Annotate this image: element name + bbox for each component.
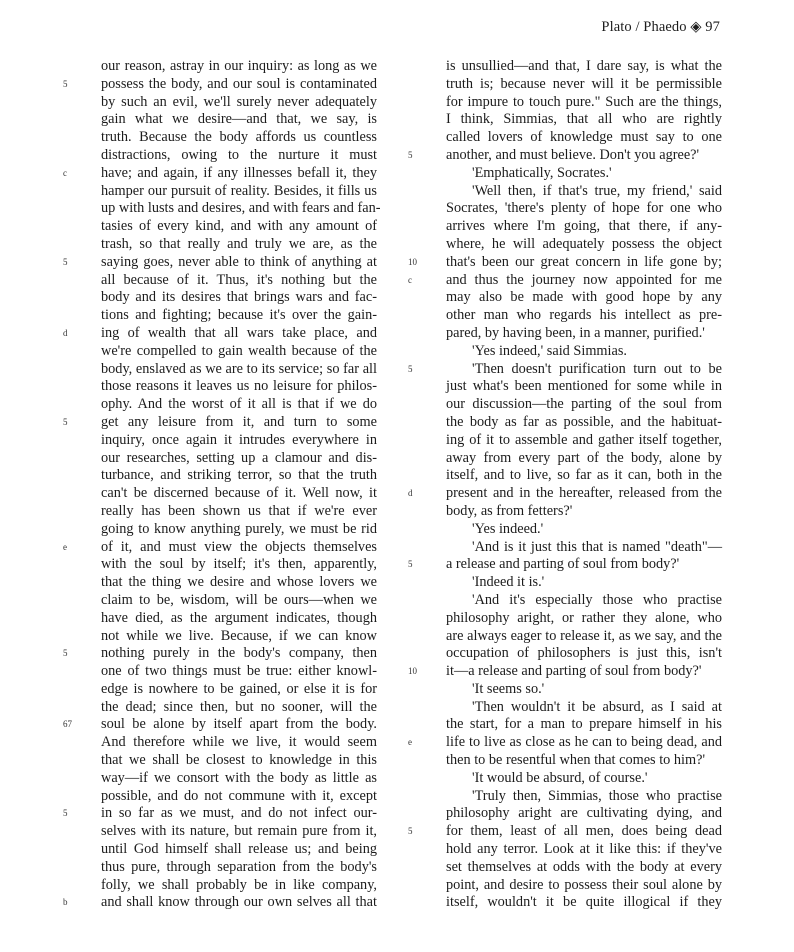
- line-text: occupation of philosophers is just this, isn't: [446, 645, 722, 662]
- text-line: [446, 805, 722, 823]
- text-line: [446, 450, 722, 468]
- margin-line-number: d: [63, 327, 68, 338]
- margin-line-number: 5: [408, 559, 413, 570]
- line-text: going to know anything purely, we must be rid: [101, 520, 377, 537]
- text-line: [101, 289, 377, 307]
- line-text: a release and parting of soul from body?': [446, 556, 680, 573]
- text-line: [101, 307, 377, 325]
- text-line: [101, 378, 377, 396]
- line-text: inquiry, once again it intrudes everywhere in: [101, 431, 377, 448]
- margin-line-number: 10: [408, 666, 417, 677]
- text-line: [101, 574, 377, 592]
- line-text: saying goes, never able to think of anything at: [101, 253, 377, 270]
- line-text: by such an evil, we'll surely never adequately: [101, 93, 377, 110]
- line-text: 'Then wouldn't it be absurd, as I said at: [472, 698, 722, 715]
- line-text: gain what we desire—and that, we say, is: [101, 111, 377, 128]
- line-text: philosophy aright are cultivating dying, and: [446, 805, 722, 822]
- line-text: one of two things must be true: either knowl-: [101, 663, 377, 680]
- line-text: present and in the hereafter, released from the: [446, 485, 722, 502]
- line-text: nothing purely in the body's company, then: [101, 645, 377, 662]
- line-text: that the thing we desire and whose lovers we: [101, 574, 377, 591]
- text-line: [63, 538, 377, 557]
- line-text: thus pure, through separation from the body's: [101, 858, 377, 875]
- margin-line-number: e: [63, 541, 67, 552]
- text-line: [446, 859, 722, 877]
- line-text: where, he will adequately possess the object: [446, 235, 722, 252]
- line-text: have died, as the argument indicates, though: [101, 609, 377, 626]
- margin-line-number: 5: [408, 826, 413, 837]
- line-text: may also be made with good hope by any: [446, 289, 722, 306]
- line-text: 'Then doesn't purification turn out to be: [472, 360, 722, 377]
- text-line: [101, 361, 377, 379]
- line-text: have; and again, if any illnesses befall it, they: [101, 164, 377, 181]
- line-text: trash, so that really and truly we are, as the: [101, 235, 377, 252]
- line-text: way—if we consort with the body as little as: [101, 769, 377, 786]
- line-text: 'Indeed it is.': [472, 574, 545, 591]
- text-line: [101, 272, 377, 290]
- line-text: another, and must believe. Don't you agree?': [446, 146, 700, 163]
- text-line: [101, 58, 377, 76]
- text-line: [408, 271, 722, 290]
- text-line: [63, 716, 377, 734]
- text-line: [446, 236, 722, 254]
- line-text: get any leisure from it, and turn to some: [101, 413, 377, 430]
- line-text: pared, by having been, in a manner, purified.': [446, 324, 705, 341]
- line-text: other man who regards his intellect as pre-: [446, 307, 722, 324]
- text-line: [101, 218, 377, 236]
- text-line: [408, 823, 722, 841]
- text-line: [446, 539, 722, 557]
- line-text: can't be discerned because of it. Well now, it: [101, 485, 377, 502]
- text-line: [446, 574, 722, 592]
- line-text: I think, Simmias, that all who are rightly: [446, 111, 722, 128]
- text-line: [446, 325, 722, 343]
- line-text: that we shall be closest to knowledge in this: [101, 752, 377, 769]
- line-text: ophy. And the worst of it all is that if we do: [101, 396, 377, 413]
- text-line: [446, 414, 722, 432]
- line-text: away from every part of the body, alone by: [446, 449, 722, 466]
- text-line: [446, 165, 722, 183]
- line-text: our discussion—the parting of the soul from: [446, 396, 722, 413]
- line-text: truth. Because the body affords us countless: [101, 129, 377, 146]
- line-text: the dead; since then, but no sooner, will the: [101, 698, 377, 715]
- line-text: and thus the journey now appointed for me: [446, 271, 722, 288]
- text-line: [101, 859, 377, 877]
- text-line: [446, 841, 722, 859]
- text-line: [408, 485, 722, 503]
- text-line: [446, 467, 722, 485]
- line-text: tasies of every kind, and with any amount of: [101, 218, 377, 235]
- text-line: [63, 75, 377, 94]
- text-line: [101, 129, 377, 147]
- text-line: [101, 610, 377, 628]
- line-text: for them, least of all men, does being dead: [446, 823, 722, 840]
- text-line: [408, 360, 722, 379]
- text-line: [101, 94, 377, 112]
- left-text-column: [63, 58, 381, 912]
- line-text: turbance, and striking terror, so that the truth: [101, 467, 377, 484]
- text-line: [101, 485, 377, 503]
- line-text: tions and fighting; because it's over the gain-: [101, 307, 377, 324]
- text-line: [101, 592, 377, 610]
- line-text: itself, wouldn't it be quite illogical if they: [446, 894, 722, 911]
- text-line: [446, 218, 722, 236]
- text-line: [408, 556, 722, 574]
- line-text: body, enslaved as we are to its service; so far all: [101, 360, 377, 377]
- line-text: just what's been mentioned for some while in: [446, 378, 722, 395]
- line-text: selves with its nature, but remain pure from it,: [101, 823, 377, 840]
- text-line: [446, 752, 722, 770]
- text-line: [408, 734, 722, 752]
- line-text: folly, we shall probably be in like company,: [101, 876, 377, 893]
- text-line: [446, 894, 722, 912]
- text-line: [408, 146, 722, 165]
- text-line: [446, 200, 722, 218]
- margin-line-number: 5: [408, 149, 413, 160]
- line-text: until God himself shall release us; and being: [101, 841, 377, 858]
- line-text: 'And it's especially those who practise: [472, 591, 722, 608]
- margin-line-number: 5: [408, 363, 413, 374]
- text-line: [446, 716, 722, 734]
- text-line: [446, 645, 722, 663]
- margin-line-number: 5: [63, 78, 68, 89]
- text-line: [101, 521, 377, 539]
- text-line: [101, 432, 377, 450]
- text-line: [446, 111, 722, 129]
- text-line: [101, 841, 377, 859]
- line-text: life to live as close as he can to being dead, and: [446, 734, 722, 751]
- text-line: [408, 253, 722, 272]
- line-text: really has been shown us that if we're ever: [101, 502, 377, 519]
- text-line: [446, 699, 722, 717]
- line-text: edge is nowhere to be gained, or else it is for: [101, 680, 377, 697]
- line-text: body and its desires that brings wars and fac-: [101, 289, 377, 306]
- line-text: then to be resentful when that comes to him?': [446, 752, 706, 769]
- text-line: [101, 699, 377, 717]
- text-line: [101, 556, 377, 574]
- text-line: [446, 396, 722, 414]
- text-line: [446, 343, 722, 361]
- text-line: [101, 183, 377, 201]
- line-text: the start, for a man to prepare himself in his: [446, 716, 722, 733]
- text-line: [63, 164, 377, 183]
- margin-line-number: 5: [63, 256, 68, 267]
- line-text: 'Yes indeed.': [472, 520, 544, 537]
- text-line: [446, 378, 722, 396]
- line-text: all because of it. Thus, it's nothing but the: [101, 271, 377, 288]
- line-text: hold any terror. Look at it like this: if they've: [446, 841, 722, 858]
- text-line: [101, 236, 377, 254]
- right-text-column: [408, 58, 722, 912]
- line-text: called lovers of knowledge must say to one: [446, 129, 722, 146]
- text-line: [446, 681, 722, 699]
- line-text: with the soul by itself; it's then, apparently,: [101, 556, 377, 573]
- line-text: of it, and must view the objects themselves: [101, 538, 377, 555]
- text-line: [446, 521, 722, 539]
- line-text: distractions, owing to the nurture it must: [101, 146, 377, 163]
- line-text: claim to be, wisdom, will be ours—when we: [101, 591, 377, 608]
- line-text: body, as from fetters?': [446, 502, 573, 519]
- text-line: [101, 111, 377, 129]
- text-line: [446, 770, 722, 788]
- margin-line-number: b: [63, 897, 68, 908]
- line-text: up with lusts and desires, and with fears and fan-: [101, 200, 381, 217]
- text-line: [446, 307, 722, 325]
- line-text: ing of wealth that all wars take place, and: [101, 324, 377, 341]
- running-head: Plato / Phaedo ◈ 97: [601, 19, 720, 35]
- margin-line-number: e: [408, 737, 412, 748]
- text-line: [63, 324, 377, 343]
- text-line: [101, 823, 377, 841]
- line-text: Socrates, 'there's plenty of hope for one who: [446, 200, 722, 217]
- line-text: that's been our great concern in life gone by;: [446, 253, 722, 270]
- line-text: the body as far as possible, and the habituat-: [446, 413, 722, 430]
- line-text: ing of it to assemble and gather itself together,: [446, 431, 722, 448]
- line-text: possible, and do not commune with it, except: [101, 787, 377, 804]
- text-line: [63, 805, 377, 823]
- line-text: set themselves at odds with the body at every: [446, 858, 722, 875]
- line-text: we're compelled to gain wealth because of the: [101, 342, 377, 359]
- text-line: [101, 200, 381, 218]
- line-text: 'Well then, if that's true, my friend,' said: [472, 182, 722, 199]
- line-text: And therefore while we live, it would seem: [101, 734, 377, 751]
- line-text: 'It would be absurd, of course.': [472, 769, 648, 786]
- margin-line-number: 67: [63, 719, 72, 730]
- text-line: [446, 289, 722, 307]
- text-line: [446, 183, 722, 201]
- line-text: 'Yes indeed,' said Simmias.: [472, 342, 628, 359]
- text-line: [446, 432, 722, 450]
- text-line: [101, 467, 377, 485]
- text-line: [101, 147, 377, 165]
- line-text: are always eager to release it, as we say, and the: [446, 627, 722, 644]
- text-line: [63, 253, 377, 272]
- margin-line-number: d: [408, 488, 413, 499]
- text-line: [63, 413, 377, 432]
- margin-line-number: c: [408, 274, 412, 285]
- margin-line-number: 5: [63, 808, 68, 819]
- line-text: our researches, setting up a clamour and dis-: [101, 449, 377, 466]
- text-line: [446, 76, 722, 94]
- line-text: arrives where I'm going, that there, if any-: [446, 218, 722, 235]
- line-text: truth is; because never will it be permissible: [446, 75, 722, 92]
- line-text: itself, and to live, so far as it can, both in the: [446, 467, 722, 484]
- text-line: [446, 503, 722, 521]
- text-line: [101, 343, 377, 361]
- text-line: [101, 770, 377, 788]
- line-text: 'Emphatically, Socrates.': [472, 164, 612, 181]
- text-line: [408, 663, 722, 681]
- text-line: [101, 734, 377, 752]
- text-line: [446, 94, 722, 112]
- text-line: [101, 396, 377, 414]
- text-line: [101, 877, 377, 895]
- line-text: not while we live. Because, if we can know: [101, 627, 377, 644]
- line-text: point, and desire to possess their soul alone by: [446, 876, 722, 893]
- text-line: [446, 788, 722, 806]
- line-text: 'Truly then, Simmias, those who practise: [472, 787, 722, 804]
- margin-line-number: 10: [408, 256, 417, 267]
- line-text: hamper our pursuit of reality. Besides, it fills us: [101, 182, 377, 199]
- text-line: [101, 628, 377, 646]
- line-text: for impure to touch pure." Such are the things,: [446, 93, 722, 110]
- line-text: is unsullied—and that, I dare say, is what the: [446, 58, 722, 74]
- line-text: and shall know through our own selves all that: [101, 894, 377, 911]
- line-text: it—a release and parting of soul from body?': [446, 663, 702, 680]
- text-line: [446, 592, 722, 610]
- line-text: in so far as we must, and do not infect our-: [101, 805, 377, 822]
- text-line: [63, 894, 377, 912]
- text-line: [101, 788, 377, 806]
- line-text: our reason, astray in our inquiry: as long as we: [101, 58, 377, 74]
- text-line: [446, 877, 722, 895]
- text-line: [446, 610, 722, 628]
- text-line: [446, 628, 722, 646]
- text-line: [101, 681, 377, 699]
- text-line: [101, 752, 377, 770]
- text-line: [101, 503, 377, 521]
- text-line: [101, 450, 377, 468]
- line-text: soul be alone by itself apart from the body.: [101, 716, 377, 733]
- text-line: [101, 663, 377, 681]
- margin-line-number: 5: [63, 648, 68, 659]
- text-line: [446, 58, 722, 76]
- text-line: [63, 645, 377, 663]
- line-text: those reasons it leaves us no leisure for philos-: [101, 378, 377, 395]
- line-text: possess the body, and our soul is contaminated: [101, 75, 377, 92]
- line-text: philosophy aright, or rather they alone, who: [446, 609, 722, 626]
- margin-line-number: c: [63, 167, 67, 178]
- line-text: 'And is it just this that is named "death"—: [472, 538, 722, 555]
- margin-line-number: 5: [63, 416, 68, 427]
- line-text: 'It seems so.': [472, 680, 545, 697]
- text-line: [446, 129, 722, 147]
